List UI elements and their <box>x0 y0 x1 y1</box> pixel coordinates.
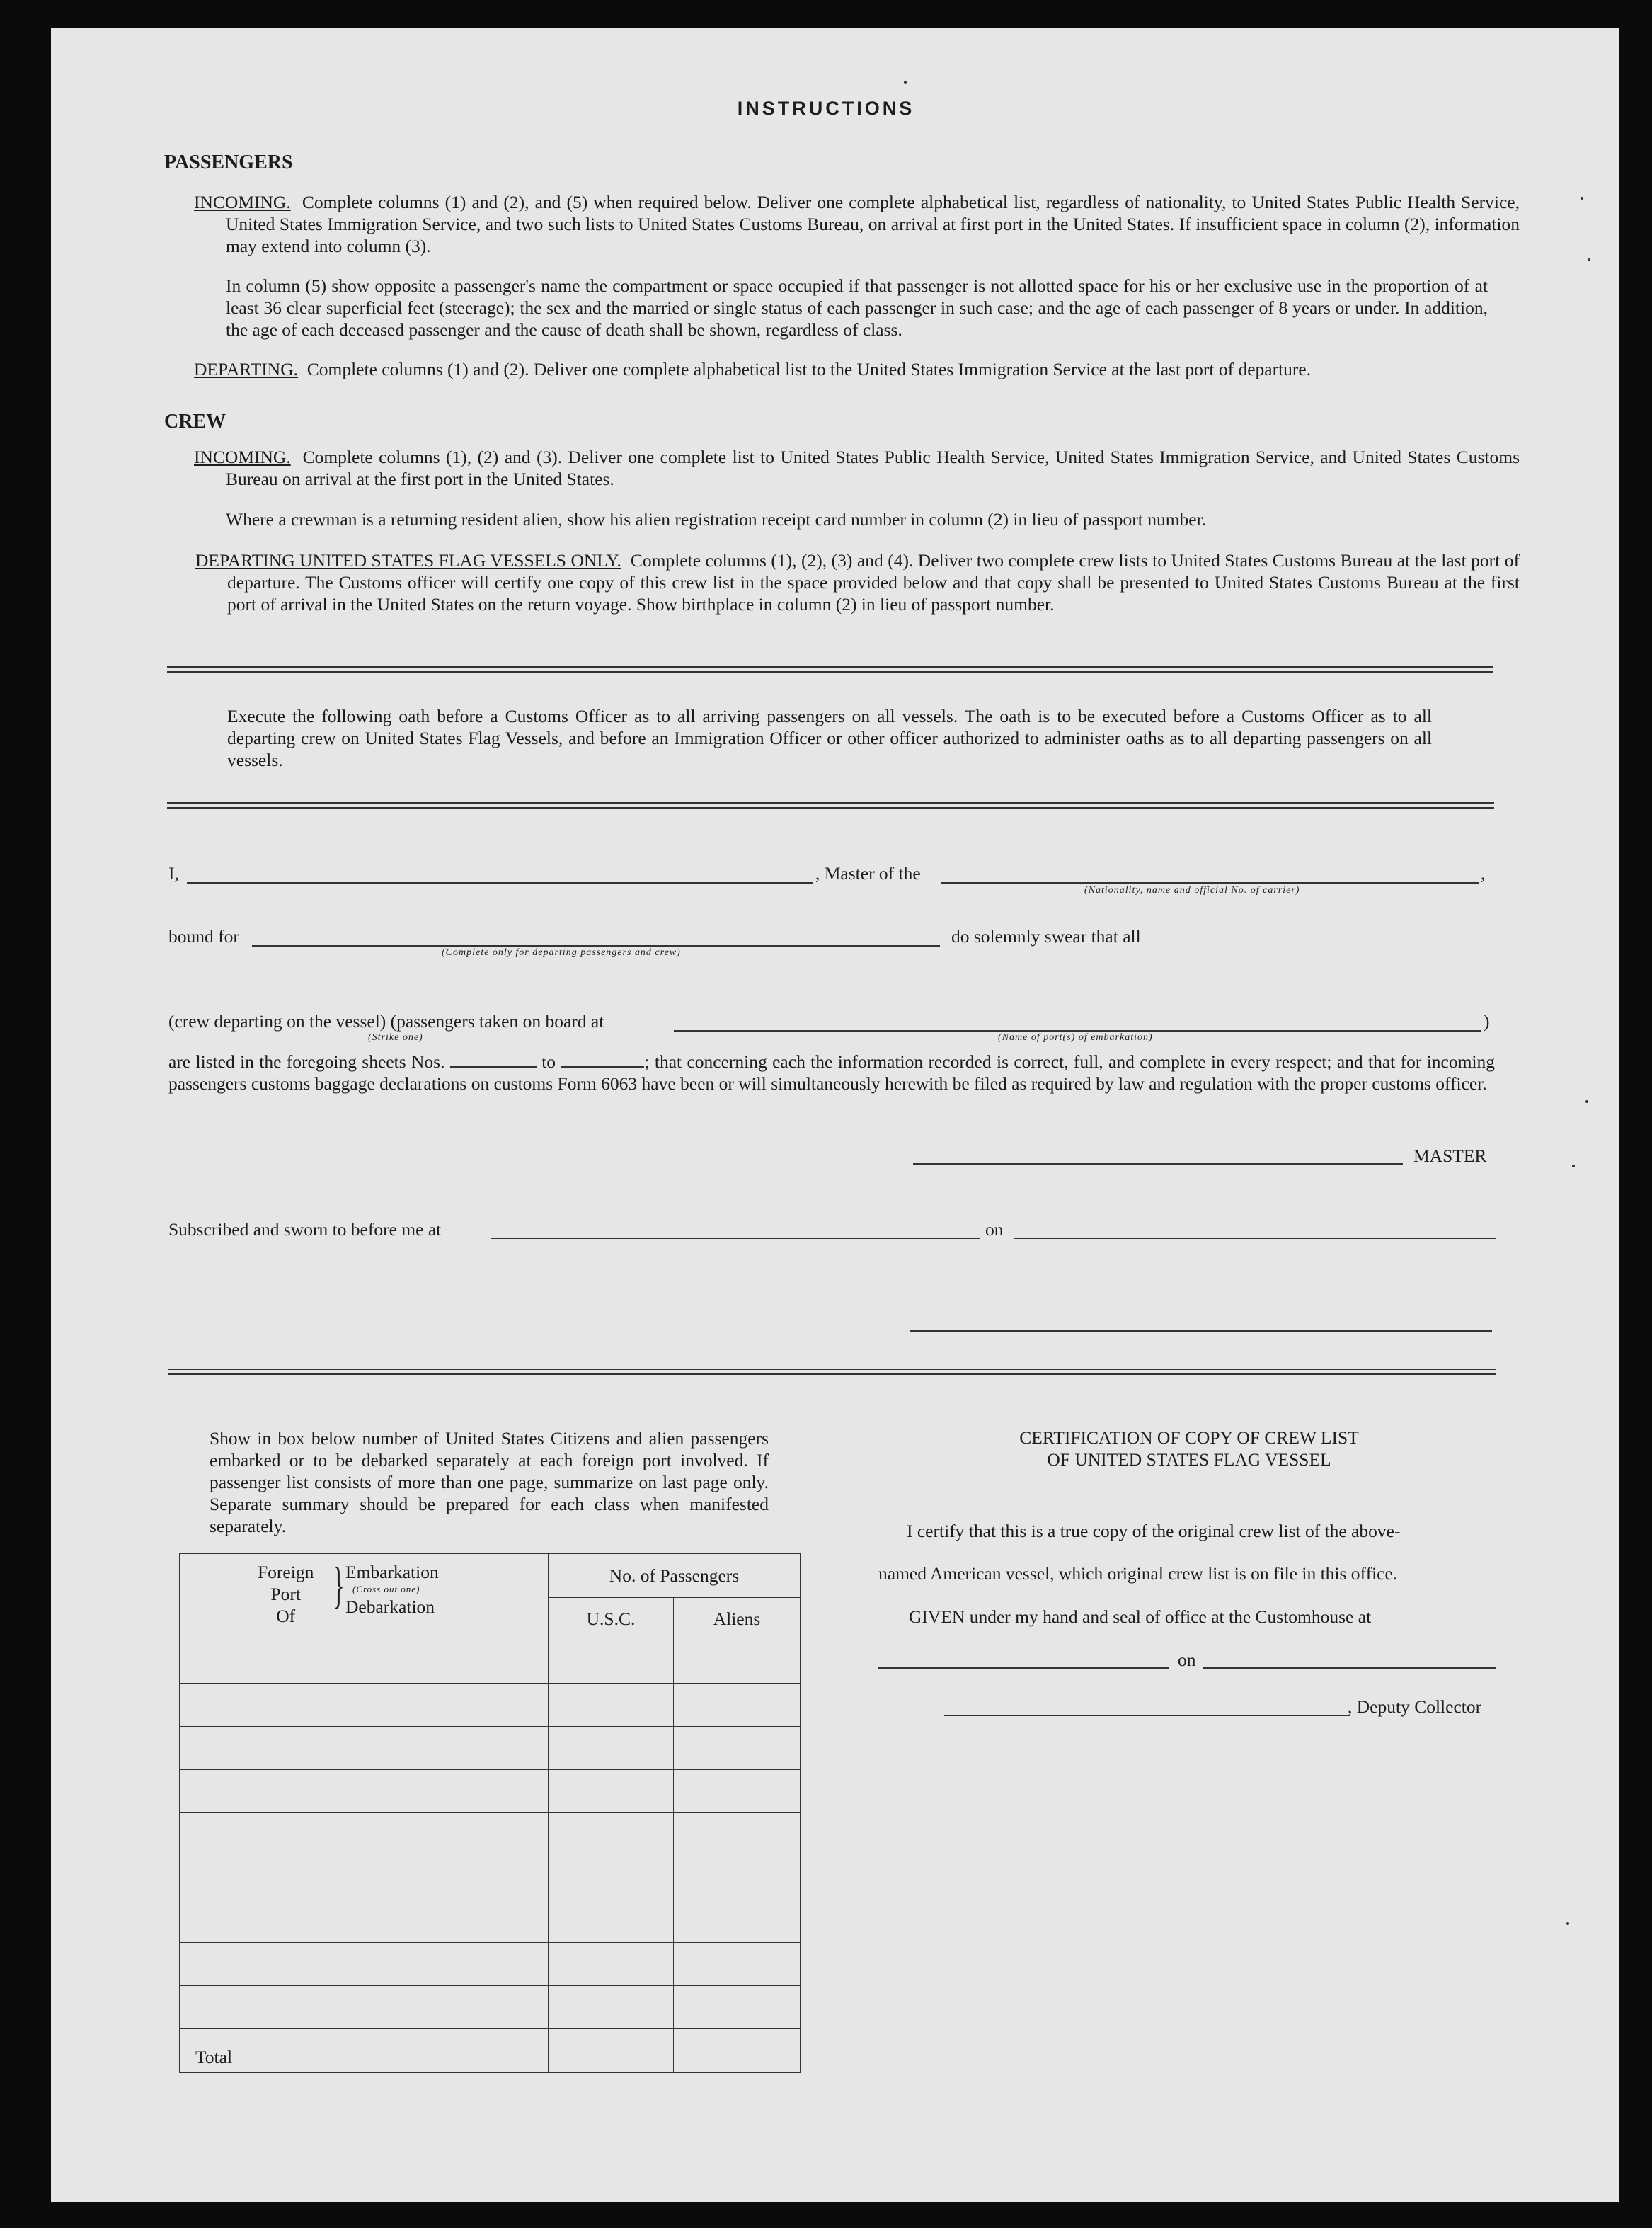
master-signature-field[interactable] <box>913 1163 1403 1165</box>
carrier-field[interactable] <box>941 882 1479 884</box>
cross-note: (Cross out one) <box>352 1584 420 1594</box>
oath-instructions: Execute the following oath before a Customs Officer as to all arriving passengers on all vessels. The oath is to be executed before a Customs Officer as to all departing crew on United States Flag Vessels, and before an Immigration Officer or other officer authorized to administer oaths as to all departing passengers on all vessels. <box>227 706 1432 770</box>
certify-line-2: named American vessel, which original crew list is on file in this office. <box>878 1563 1398 1584</box>
table-row-aliens[interactable] <box>674 1684 801 1727</box>
total-label: Total <box>180 2029 549 2073</box>
oath-i-label: I, <box>168 863 179 884</box>
passengers-incoming-head: INCOMING. <box>194 192 291 212</box>
scan-speck <box>1572 1165 1575 1167</box>
passengers-column5-paragraph: In column (5) show opposite a passenger's name the compartment or space occupied if that passenger is not allotted space for his or her exclusive use in the proportion of at least 36 clear superficial feet (steerage); the sex and the married or single status of each passenger in such case; and the age of each passenger of 8 years or under. In addition, the age of each deceased passenger and the cause of death shall be shown, regardless of class. <box>226 275 1488 340</box>
crew-incoming-paragraph <box>194 446 1520 490</box>
strike-note: (Strike one) <box>368 1032 423 1043</box>
table-row-usc[interactable] <box>549 1856 674 1899</box>
table-row-usc[interactable] <box>549 1813 674 1856</box>
comma: , <box>1481 863 1486 884</box>
table-row-aliens[interactable] <box>674 1899 801 1943</box>
passengers-heading: PASSENGERS <box>164 152 293 173</box>
total-usc[interactable] <box>549 2029 674 2073</box>
table-row-usc[interactable] <box>549 1640 674 1684</box>
crew-departing-paragraph <box>195 549 1520 615</box>
certification-title-1: CERTIFICATION OF COPY OF CREW LIST <box>1019 1427 1359 1448</box>
passengers-departing-paragraph <box>194 358 1488 380</box>
scan-speck <box>904 81 907 84</box>
table-row-port[interactable] <box>180 1770 549 1813</box>
master-of-label: , Master of the <box>815 863 921 884</box>
crew-departing-text: Complete columns (1), (2), (3) and (4). Deliver two complete crew lists to United States Customs Bureau at the last port of departure. The Customs officer will certify one copy of this crew list in the space provided below and that copy shall be presented to United States Customs Bureau at the first port of arrival in the United States on the return voyage. Show birthplace in column (2) in lieu of passport number. <box>227 550 1520 615</box>
passengers-departing-text: Complete columns (1) and (2). Deliver one complete alphabetical list to the United States Immigration Service at the last port of departure. <box>306 359 1312 379</box>
master-name-field[interactable] <box>187 882 813 884</box>
listed-paragraph <box>168 1051 1495 1095</box>
scan-speck <box>1588 258 1590 261</box>
table-row-aliens[interactable] <box>674 1640 801 1684</box>
scan-speck <box>1585 1100 1588 1103</box>
table-row-aliens[interactable] <box>674 1727 801 1770</box>
customhouse-field[interactable] <box>878 1667 1169 1669</box>
table-row-aliens[interactable] <box>674 1986 801 2029</box>
table-row-usc[interactable] <box>549 1770 674 1813</box>
passengers-incoming-text: Complete columns (1) and (2), and (5) when required below. Deliver one complete alphabetical list, regardless of nationality, to United States Public Health Service, United States Immigration Service, and two such lists to United States Customs Bureau, on arrival at first port in the United States. If insufficient space in column (2), information may extend into column (3). <box>226 192 1520 256</box>
port-note: (Name of port(s) of embarkation) <box>998 1032 1153 1043</box>
divider <box>168 1369 1496 1375</box>
table-row-port[interactable] <box>180 1899 549 1943</box>
table-row-port[interactable] <box>180 1727 549 1770</box>
crew-incoming-text: Complete columns (1), (2) and (3). Deliver one complete list to United States Public Health Service, United States Immigration Service, and United States Customs Bureau on arrival at the first port in the United States. <box>226 447 1520 489</box>
certification-title-2: OF UNITED STATES FLAG VESSEL <box>1047 1449 1331 1470</box>
passengers-incoming-paragraph <box>194 191 1520 257</box>
table-row-port[interactable] <box>180 1684 549 1727</box>
bound-note: (Complete only for departing passengers and crew) <box>442 947 681 958</box>
deputy-signature-field[interactable] <box>944 1715 1350 1716</box>
given-line: GIVEN under my hand and seal of office at the Customhouse at <box>909 1606 1372 1627</box>
scan-speck <box>1566 1922 1569 1925</box>
carrier-note: (Nationality, name and official No. of carrier) <box>1084 885 1300 896</box>
table-row-usc[interactable] <box>549 1727 674 1770</box>
embarkation-label: Embarkation <box>345 1562 439 1582</box>
passenger-summary-table <box>179 1553 801 2073</box>
divider <box>167 666 1493 673</box>
no-passengers-header: No. of Passengers <box>549 1554 801 1598</box>
sheet-from-field[interactable] <box>450 1051 537 1068</box>
table-row-usc[interactable] <box>549 1943 674 1986</box>
aliens-header: Aliens <box>674 1598 801 1640</box>
of-label: Of <box>276 1606 296 1626</box>
officer-signature-field[interactable] <box>910 1330 1492 1332</box>
crew-departing-head: DEPARTING UNITED STATES FLAG VESSELS ONLY. <box>195 550 621 571</box>
brace-glyph: } <box>332 1557 345 1613</box>
table-row-aliens[interactable] <box>674 1943 801 1986</box>
listed-intro: are listed in the foregoing sheets Nos. <box>168 1051 445 1072</box>
crew-heading: CREW <box>164 411 226 433</box>
port-label: Port <box>270 1584 301 1604</box>
table-row-port[interactable] <box>180 1640 549 1684</box>
table-row-port[interactable] <box>180 1813 549 1856</box>
sworn-date-field[interactable] <box>1014 1238 1496 1239</box>
subscribed-label: Subscribed and sworn to before me at <box>168 1219 442 1240</box>
scan-speck <box>1581 197 1583 200</box>
summary-instructions: Show in box below number of United States Citizens and alien passengers embarked or to be debarked separately at each foreign port involved. If passenger list consists of more than one page, summarize on last page only. Separate summary should be prepared for each class when manifested separately. <box>210 1428 769 1536</box>
crew-incoming-head: INCOMING. <box>194 447 291 467</box>
crew-resident-paragraph: Where a crewman is a returning resident alien, show his alien registration receipt card number in column (2) in lieu of passport number. <box>226 509 1207 530</box>
sheet-to-field[interactable] <box>561 1051 644 1068</box>
table-row-aliens[interactable] <box>674 1856 801 1899</box>
usc-header: U.S.C. <box>549 1598 674 1640</box>
table-row-port[interactable] <box>180 1943 549 1986</box>
bound-for-field[interactable] <box>252 945 940 947</box>
sworn-place-field[interactable] <box>491 1238 980 1239</box>
cert-on-label: on <box>1178 1650 1196 1670</box>
sworn-on-label: on <box>985 1219 1004 1240</box>
listed-rest: ; that concerning each the information recorded is correct, full, and complete in every respect; and that for incoming passengers customs baggage declarations on customs Form 6063 have been or will simultaneously herewith be filed as required by law and regulation with the proper customs officer. <box>168 1051 1496 1094</box>
bound-for-label: bound for <box>168 926 239 947</box>
swear-label: do solemnly swear that all <box>951 926 1141 947</box>
debarkation-label: Debarkation <box>345 1596 435 1617</box>
table-row-usc[interactable] <box>549 1899 674 1943</box>
total-aliens[interactable] <box>674 2029 801 2073</box>
certify-line-1: I certify that this is a true copy of the original crew list of the above- <box>907 1521 1401 1541</box>
cert-date-field[interactable] <box>1203 1667 1496 1669</box>
table-row-usc[interactable] <box>549 1684 674 1727</box>
table-row-port[interactable] <box>180 1856 549 1899</box>
divider <box>167 802 1494 809</box>
port-header-cell <box>180 1554 549 1640</box>
listed-to: to <box>541 1051 556 1072</box>
close-paren: ) <box>1484 1011 1490 1032</box>
crew-passengers-label: (crew departing on the vessel) (passengers taken on board at <box>168 1011 604 1032</box>
foreign-label: Foreign <box>258 1562 314 1582</box>
master-label: MASTER <box>1413 1146 1487 1166</box>
deputy-label: , Deputy Collector <box>1348 1696 1482 1717</box>
table-row-usc[interactable] <box>549 1986 674 2029</box>
table-row-aliens[interactable] <box>674 1770 801 1813</box>
passengers-departing-head: DEPARTING. <box>194 359 298 379</box>
table-row-port[interactable] <box>180 1986 549 2029</box>
page-title: INSTRUCTIONS <box>737 98 915 119</box>
embarkation-port-field[interactable] <box>674 1030 1481 1032</box>
table-row-aliens[interactable] <box>674 1813 801 1856</box>
